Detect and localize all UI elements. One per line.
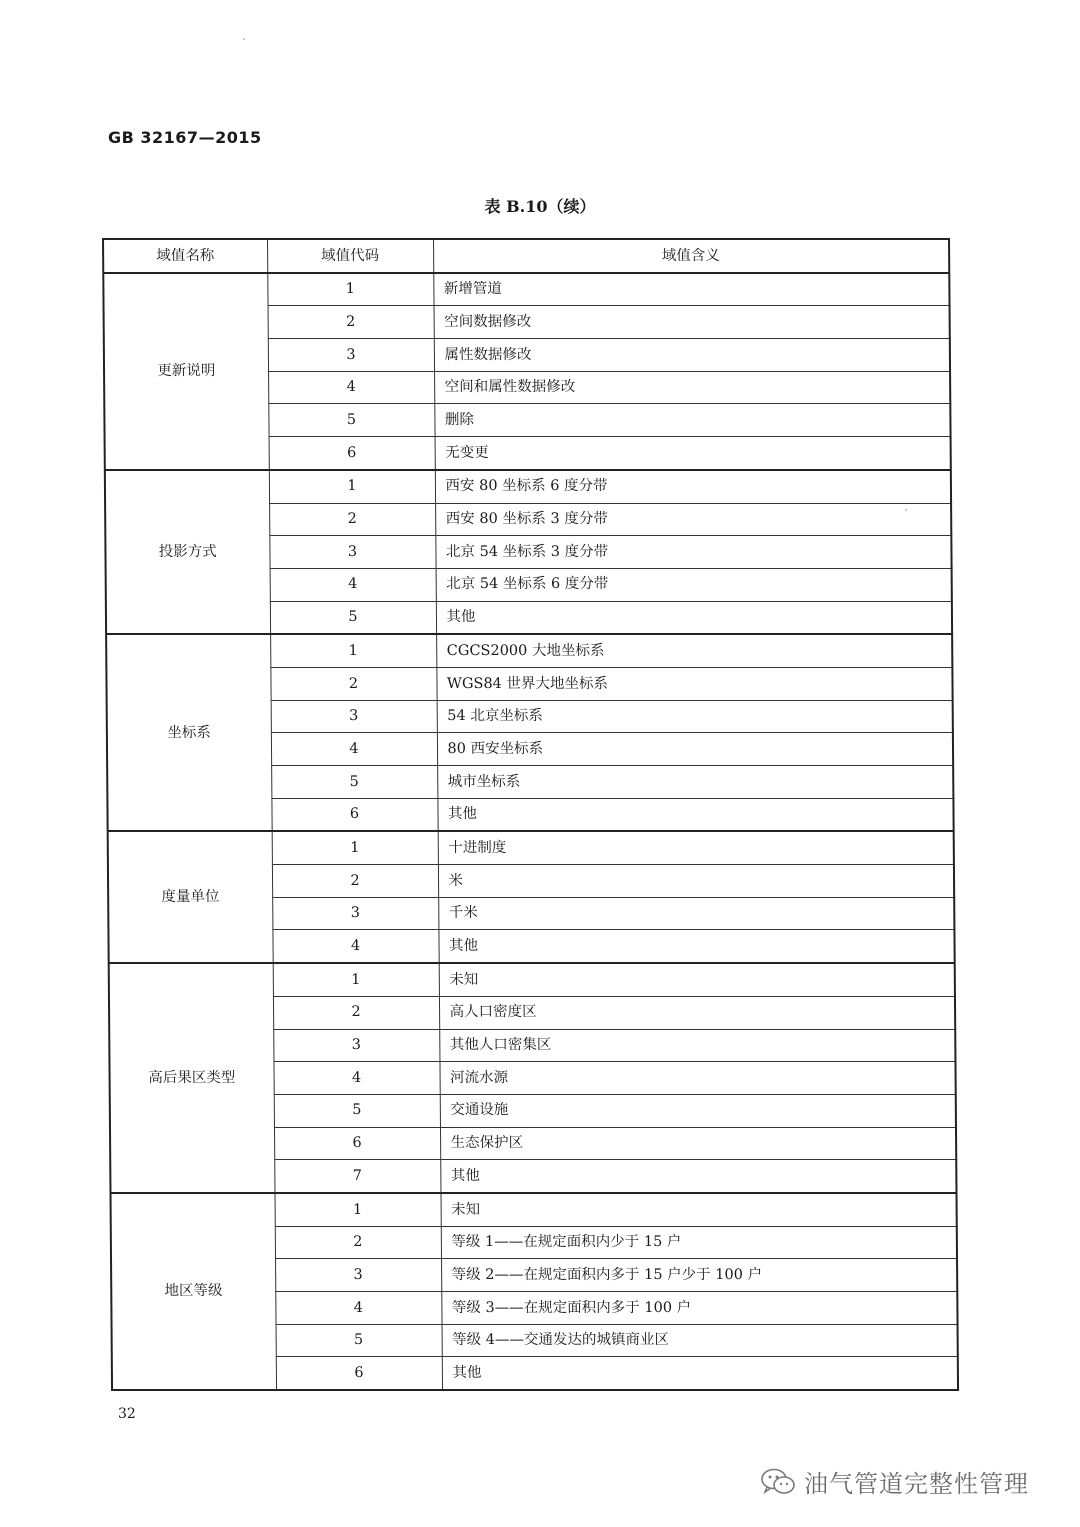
domain-name-cell: 投影方式	[105, 470, 270, 634]
domain-meaning-cell: 删除	[434, 404, 950, 437]
domain-name-cell: 度量单位	[108, 831, 273, 963]
domain-meaning-cell: 空间和属性数据修改	[434, 371, 950, 404]
domain-code-cell: 4	[270, 568, 436, 601]
column-header-meaning: 域值含义	[433, 239, 949, 273]
domain-code-cell: 3	[268, 339, 434, 372]
domain-name-cell: 坐标系	[106, 634, 272, 831]
watermark-text: 油气管道完整性管理	[804, 1470, 1029, 1498]
domain-meaning-cell: 等级 2——在规定面积内多于 15 户少于 100 户	[441, 1259, 957, 1292]
domain-code-cell: 3	[269, 536, 435, 569]
page-number: 32	[118, 1406, 136, 1422]
domain-code-cell: 2	[272, 865, 438, 898]
domain-meaning-cell: 西安 80 坐标系 6 度分带	[435, 470, 951, 503]
domain-code-cell: 2	[268, 306, 434, 339]
table-row	[111, 1193, 957, 1226]
domain-code-cell: 4	[271, 733, 437, 766]
table-group	[105, 470, 952, 634]
domain-code-cell: 2	[275, 1226, 441, 1259]
domain-meaning-cell: 属性数据修改	[434, 339, 950, 372]
domain-code-cell: 1	[267, 273, 433, 306]
domain-code-cell: 7	[274, 1160, 440, 1193]
domain-code-cell: 4	[272, 930, 438, 963]
domain-meaning-cell: 等级 1——在规定面积内少于 15 户	[441, 1226, 957, 1259]
domain-meaning-cell: 80 西安坐标系	[437, 733, 953, 766]
domain-meaning-cell: 高人口密度区	[439, 996, 955, 1029]
domain-code-cell: 5	[270, 601, 436, 634]
domain-meaning-cell: 未知	[441, 1193, 957, 1226]
table-group	[109, 963, 957, 1193]
domain-code-cell: 2	[269, 503, 435, 536]
watermark	[760, 1464, 1029, 1499]
domain-value-table	[102, 238, 959, 1391]
domain-meaning-cell: 新增管道	[433, 273, 949, 306]
domain-meaning-cell: 其他	[438, 930, 954, 963]
domain-code-cell: 5	[271, 766, 437, 799]
table-row	[103, 273, 949, 306]
domain-meaning-cell: 其他人口密集区	[439, 1029, 955, 1062]
column-header-name: 域值名称	[103, 239, 267, 273]
domain-code-cell: 6	[276, 1357, 442, 1390]
domain-code-cell: 6	[271, 798, 437, 831]
domain-meaning-cell: 城市坐标系	[437, 766, 953, 799]
domain-meaning-cell: 无变更	[435, 437, 951, 470]
domain-meaning-cell: 等级 4——交通发达的城镇商业区	[442, 1324, 958, 1357]
domain-meaning-cell: 生态保护区	[440, 1127, 956, 1160]
domain-code-cell: 1	[269, 470, 435, 503]
domain-code-cell: 3	[273, 1029, 439, 1062]
domain-meaning-cell: 北京 54 坐标系 6 度分带	[436, 568, 952, 601]
domain-meaning-cell: 北京 54 坐标系 3 度分带	[435, 536, 951, 569]
domain-code-cell: 5	[276, 1324, 442, 1357]
domain-meaning-cell: 其他	[442, 1357, 958, 1390]
domain-code-cell: 2	[273, 996, 439, 1029]
wechat-icon	[760, 1467, 796, 1497]
domain-code-cell: 4	[268, 371, 434, 404]
domain-meaning-cell: 空间数据修改	[434, 306, 950, 339]
domain-code-cell: 1	[273, 963, 439, 996]
table-container	[102, 238, 957, 1391]
domain-name-cell: 更新说明	[103, 273, 269, 470]
domain-meaning-cell: 米	[438, 865, 954, 898]
domain-code-cell: 6	[269, 437, 435, 470]
domain-code-cell: 6	[274, 1127, 440, 1160]
domain-code-cell: 1	[270, 634, 436, 667]
domain-meaning-cell: 十进制度	[438, 831, 954, 864]
domain-meaning-cell: 其他	[440, 1160, 956, 1193]
domain-meaning-cell: 交通设施	[440, 1094, 956, 1127]
standard-code: GB 32167—2015	[108, 128, 262, 147]
table-group	[111, 1193, 959, 1390]
domain-meaning-cell: CGCS2000 大地坐标系	[436, 634, 952, 667]
domain-meaning-cell: WGS84 世界大地坐标系	[436, 667, 952, 700]
domain-code-cell: 4	[273, 1062, 439, 1095]
column-header-code: 域值代码	[267, 239, 433, 273]
table-row	[105, 470, 951, 503]
table-row	[106, 634, 952, 667]
domain-meaning-cell: 未知	[439, 963, 955, 996]
domain-meaning-cell: 其他	[437, 798, 953, 831]
domain-meaning-cell: 其他	[436, 601, 952, 634]
domain-code-cell: 2	[270, 667, 436, 700]
domain-meaning-cell: 54 北京坐标系	[437, 700, 953, 733]
table-group	[106, 634, 954, 831]
scan-speck	[905, 509, 907, 511]
domain-meaning-cell: 西安 80 坐标系 3 度分带	[435, 503, 951, 536]
domain-code-cell: 1	[275, 1193, 441, 1226]
domain-meaning-cell: 河流水源	[439, 1062, 955, 1095]
scan-speck	[243, 38, 245, 40]
domain-code-cell: 3	[272, 897, 438, 930]
domain-code-cell: 5	[274, 1094, 440, 1127]
domain-name-cell: 高后果区类型	[109, 963, 275, 1193]
domain-name-cell: 地区等级	[111, 1193, 277, 1390]
table-header-row	[103, 239, 949, 273]
table-group	[103, 273, 951, 470]
domain-code-cell: 4	[275, 1292, 441, 1325]
domain-code-cell: 5	[268, 404, 434, 437]
domain-code-cell: 1	[272, 831, 438, 864]
table-row	[109, 963, 955, 996]
table-group	[108, 831, 955, 963]
domain-meaning-cell: 等级 3——在规定面积内多于 100 户	[441, 1292, 957, 1325]
domain-code-cell: 3	[275, 1259, 441, 1292]
table-row	[108, 831, 954, 864]
domain-meaning-cell: 千米	[438, 897, 954, 930]
table-title: 表 B.10（续）	[484, 197, 596, 216]
domain-code-cell: 3	[271, 700, 437, 733]
